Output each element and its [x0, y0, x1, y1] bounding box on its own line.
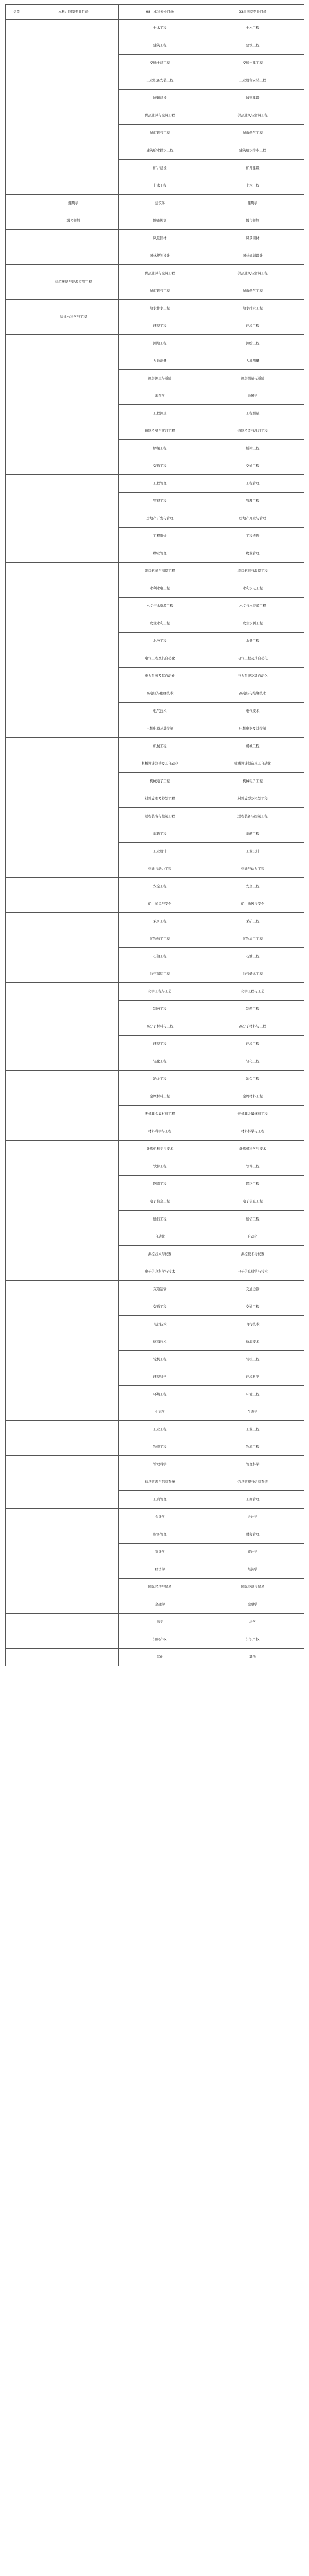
std-1998-cell: 材料科学与工程: [119, 1123, 201, 1141]
std-1998-cell: 机械设计制造及其自动化: [119, 755, 201, 773]
std-1993-cell: 环境工程: [201, 317, 304, 335]
table-row: [6, 650, 304, 668]
std-1998-cell: 电子信息科学与技术: [119, 1263, 201, 1281]
category-cell: [6, 335, 28, 422]
qualification-table-sheet: [5, 4, 304, 1666]
std-1993-cell: 过程装备与控制工程: [201, 808, 304, 825]
std-1993-cell: 房地产开发与管理: [201, 510, 304, 528]
std-1993-cell: 给水排水工程: [201, 300, 304, 317]
std-1998-cell: 地图学: [119, 387, 201, 405]
std-1993-cell: 大地测量: [201, 352, 304, 370]
std-1993-cell: 管理工程: [201, 493, 304, 510]
std-1998-cell: 车辆工程: [119, 825, 201, 843]
std-1998-cell: 土木工程: [119, 177, 201, 195]
std-1993-cell: 工业工程: [201, 1421, 304, 1438]
std-1998-cell: 建筑工程: [119, 37, 201, 55]
std-1998-cell: 工程管理: [119, 475, 201, 493]
std-1993-cell: 道路桥梁与渡河工程: [201, 422, 304, 440]
std-2012-cell: [28, 1614, 119, 1649]
table-row: [6, 265, 304, 282]
table-row: [6, 563, 304, 580]
std-1998-cell: 机械工程: [119, 738, 201, 755]
table-row: [6, 1368, 304, 1386]
table-row: [6, 1561, 304, 1579]
std-1993-cell: 交通运输: [201, 1281, 304, 1298]
std-1998-cell: 交通运输: [119, 1281, 201, 1298]
std-1993-cell: 机械电子工程: [201, 773, 304, 790]
std-2012-cell: [28, 1071, 119, 1141]
std-1993-cell: 摄影测量与遥感: [201, 370, 304, 387]
std-1998-cell: 电气工程及其自动化: [119, 650, 201, 668]
std-1993-cell: 高电压与绝缘技术: [201, 685, 304, 703]
std-2012-cell: [28, 913, 119, 983]
std-1998-cell: 过程装备与控制工程: [119, 808, 201, 825]
std-1998-cell: 自动化: [119, 1228, 201, 1246]
std-1993-cell: 电子信息科学与技术: [201, 1263, 304, 1281]
std-1998-cell: 供热通风与空调工程: [119, 265, 201, 282]
std-1998-cell: 工商管理: [119, 1491, 201, 1509]
std-1998-cell: 工业设计: [119, 843, 201, 860]
std-1998-cell: 交通土建工程: [119, 55, 201, 72]
std-1993-cell: 交通土建工程: [201, 55, 304, 72]
std-1998-cell: 房地产开发与管理: [119, 510, 201, 528]
std-1993-cell: 机械设计制造及其自动化: [201, 755, 304, 773]
std-1993-cell: 供热通风与空调工程: [201, 107, 304, 125]
table-row: [6, 1509, 304, 1526]
std-1998-cell: 给水排水工程: [119, 300, 201, 317]
std-1998-cell: 测绘工程: [119, 335, 201, 352]
table-row: [6, 878, 304, 895]
table-row: [6, 983, 304, 1001]
std-1998-cell: 环境工程: [119, 317, 201, 335]
table-row: [6, 1649, 304, 1666]
std-2012-cell: [28, 422, 119, 475]
std-1993-cell: 信息管理与信息系统: [201, 1473, 304, 1491]
table-row: [6, 1071, 304, 1088]
std-1993-cell: 供热通风与空调工程: [201, 265, 304, 282]
category-cell: [6, 510, 28, 563]
category-cell: [6, 230, 28, 265]
std-1993-cell: 建筑学: [201, 195, 304, 212]
std-2012-cell: 建筑环境与能源应用工程: [28, 265, 119, 300]
std-1998-cell: 航海技术: [119, 1333, 201, 1351]
std-1998-cell: 城市规划: [119, 212, 201, 230]
std-1998-cell: 物流工程: [119, 1438, 201, 1456]
std-1993-cell: 城市燃气工程: [201, 282, 304, 300]
std-1998-cell: 金属材料工程: [119, 1088, 201, 1106]
std-1998-cell: 城市燃气工程: [119, 282, 201, 300]
std-1993-cell: 土木工程: [201, 20, 304, 37]
category-cell: [6, 265, 28, 300]
std-2012-cell: [28, 738, 119, 878]
std-1993-cell: 油气储运工程: [201, 965, 304, 983]
std-1998-cell: 其他: [119, 1649, 201, 1666]
std-1993-cell: 水务工程: [201, 633, 304, 650]
std-1993-cell: 电气技术: [201, 703, 304, 720]
std-1993-cell: 机械工程: [201, 738, 304, 755]
table-row: [6, 510, 304, 528]
table-row: [6, 913, 304, 930]
category-cell: [6, 1228, 28, 1281]
category-cell: [6, 422, 28, 475]
std-1998-cell: 国际经济与贸易: [119, 1579, 201, 1596]
header-category: 类别: [6, 5, 28, 20]
header-std-1998: 98：本科专业目录: [119, 5, 201, 20]
std-1998-cell: 热能与动力工程: [119, 860, 201, 878]
std-1993-cell: 化学工程与工艺: [201, 983, 304, 1001]
table-row: [6, 212, 304, 230]
std-1993-cell: 环境工程: [201, 1036, 304, 1053]
table-row: [6, 230, 304, 247]
std-2012-cell: [28, 1368, 119, 1421]
std-1993-cell: 测绘工程: [201, 335, 304, 352]
std-1993-cell: 热能与动力工程: [201, 860, 304, 878]
std-1993-cell: 通信工程: [201, 1211, 304, 1228]
std-1998-cell: 环境工程: [119, 1036, 201, 1053]
category-cell: [6, 1561, 28, 1614]
std-1998-cell: 轮机工程: [119, 1351, 201, 1368]
std-2012-cell: [28, 878, 119, 913]
std-1993-cell: 知识产权: [201, 1631, 304, 1649]
std-1998-cell: 大地测量: [119, 352, 201, 370]
std-1998-cell: 建筑学: [119, 195, 201, 212]
std-2012-cell: [28, 1228, 119, 1281]
std-1998-cell: 工业设备安装工程: [119, 72, 201, 90]
std-2012-cell: [28, 510, 119, 563]
std-1993-cell: 水文与水资源工程: [201, 598, 304, 615]
std-1993-cell: 材料科学与工程: [201, 1123, 304, 1141]
table-row: [6, 300, 304, 317]
std-2012-cell: [28, 1421, 119, 1456]
category-cell: [6, 1509, 28, 1561]
std-1993-cell: 工程测量: [201, 405, 304, 422]
std-1998-cell: 建筑给水排水工程: [119, 142, 201, 160]
std-1998-cell: 化学工程与工艺: [119, 983, 201, 1001]
std-1998-cell: 电机电器及其控制: [119, 720, 201, 738]
std-1998-cell: 摄影测量与遥感: [119, 370, 201, 387]
std-2012-cell: 建筑学: [28, 195, 119, 212]
std-1993-cell: 车辆工程: [201, 825, 304, 843]
std-1998-cell: 桥梁工程: [119, 440, 201, 457]
std-1998-cell: 生态学: [119, 1403, 201, 1421]
std-2012-cell: [28, 20, 119, 195]
std-1998-cell: 水文与水资源工程: [119, 598, 201, 615]
std-1998-cell: 高电压与绝缘技术: [119, 685, 201, 703]
std-1993-cell: 农业水利工程: [201, 615, 304, 633]
std-1993-cell: 其他: [201, 1649, 304, 1666]
std-1993-cell: 软件工程: [201, 1158, 304, 1176]
std-1993-cell: 土木工程: [201, 177, 304, 195]
table-row: [6, 1141, 304, 1158]
table-row: [6, 1228, 304, 1246]
std-1998-cell: 供热通风与空调工程: [119, 107, 201, 125]
std-1993-cell: 安全工程: [201, 878, 304, 895]
std-1993-cell: 交通工程: [201, 457, 304, 475]
std-1993-cell: 建筑工程: [201, 37, 304, 55]
std-1993-cell: 管理科学: [201, 1456, 304, 1473]
std-1998-cell: 网络工程: [119, 1176, 201, 1193]
header-std-1993: 93年国家专业目录: [201, 5, 304, 20]
std-1993-cell: 无机非金属材料工程: [201, 1106, 304, 1123]
std-1998-cell: 管理科学: [119, 1456, 201, 1473]
category-cell: [6, 212, 28, 230]
std-1993-cell: 城市燃气工程: [201, 125, 304, 142]
std-1998-cell: 法学: [119, 1614, 201, 1631]
std-1993-cell: 石油工程: [201, 948, 304, 965]
std-1998-cell: 土木工程: [119, 20, 201, 37]
std-1993-cell: 物流工程: [201, 1438, 304, 1456]
std-1998-cell: 环境工程: [119, 1386, 201, 1403]
std-1998-cell: 矿物加工工程: [119, 930, 201, 948]
std-1998-cell: 金融学: [119, 1596, 201, 1614]
std-1993-cell: 水利水电工程: [201, 580, 304, 598]
std-1998-cell: 风景园林: [119, 230, 201, 247]
std-1993-cell: 金融学: [201, 1596, 304, 1614]
std-1993-cell: 航海技术: [201, 1333, 304, 1351]
std-2012-cell: [28, 650, 119, 738]
std-2012-cell: [28, 335, 119, 422]
std-1993-cell: 金属材料工程: [201, 1088, 304, 1106]
std-1998-cell: 园林规划设计: [119, 247, 201, 265]
table-row: [6, 1281, 304, 1298]
std-1993-cell: 审计学: [201, 1544, 304, 1561]
std-1998-cell: 电气技术: [119, 703, 201, 720]
category-cell: [6, 1368, 28, 1421]
std-1993-cell: 采矿工程: [201, 913, 304, 930]
std-1998-cell: 材料成型及控制工程: [119, 790, 201, 808]
std-1993-cell: 工商管理: [201, 1491, 304, 1509]
std-2012-cell: [28, 1649, 119, 1666]
std-1998-cell: 工程造价: [119, 528, 201, 545]
std-1998-cell: 知识产权: [119, 1631, 201, 1649]
std-1993-cell: 地图学: [201, 387, 304, 405]
std-2012-cell: [28, 475, 119, 510]
table-row: [6, 20, 304, 37]
std-1993-cell: 冶金工程: [201, 1071, 304, 1088]
table-header-row: [6, 5, 304, 20]
std-1998-cell: 无机非金属材料工程: [119, 1106, 201, 1123]
std-1993-cell: 法学: [201, 1614, 304, 1631]
category-cell: [6, 300, 28, 335]
std-1998-cell: 测控技术与仪器: [119, 1246, 201, 1263]
category-cell: [6, 20, 28, 195]
std-1998-cell: 财务管理: [119, 1526, 201, 1544]
std-1998-cell: 矿山通风与安全: [119, 895, 201, 913]
std-2012-cell: [28, 1561, 119, 1614]
std-1998-cell: 水务工程: [119, 633, 201, 650]
std-1998-cell: 电力系统及其自动化: [119, 668, 201, 685]
std-1998-cell: 城镇建设: [119, 90, 201, 107]
category-cell: [6, 1649, 28, 1666]
std-1993-cell: 电子信息工程: [201, 1193, 304, 1211]
category-cell: [6, 650, 28, 738]
std-1998-cell: 会计学: [119, 1509, 201, 1526]
std-1993-cell: 电力系统及其自动化: [201, 668, 304, 685]
std-1998-cell: 电子信息工程: [119, 1193, 201, 1211]
std-1998-cell: 轻化工程: [119, 1053, 201, 1071]
std-1993-cell: 工业设计: [201, 843, 304, 860]
std-1998-cell: 安全工程: [119, 878, 201, 895]
std-1993-cell: 城镇建设: [201, 90, 304, 107]
std-1998-cell: 工业工程: [119, 1421, 201, 1438]
category-cell: [6, 1421, 28, 1456]
std-1998-cell: 机械电子工程: [119, 773, 201, 790]
std-1993-cell: 材料成型及控制工程: [201, 790, 304, 808]
table-row: [6, 1614, 304, 1631]
category-cell: [6, 1456, 28, 1509]
std-1993-cell: 轻化工程: [201, 1053, 304, 1071]
std-1998-cell: 高分子材料与工程: [119, 1018, 201, 1036]
std-1993-cell: 电气工程及其自动化: [201, 650, 304, 668]
std-1993-cell: 会计学: [201, 1509, 304, 1526]
std-1998-cell: 环境科学: [119, 1368, 201, 1386]
std-1998-cell: 计算机科学与技术: [119, 1141, 201, 1158]
header-std-2012: 本科：国家专业目录: [28, 5, 119, 20]
std-1993-cell: 工程造价: [201, 528, 304, 545]
std-1993-cell: 工业设备安装工程: [201, 72, 304, 90]
std-1998-cell: 管理工程: [119, 493, 201, 510]
std-1998-cell: 道路桥梁与渡河工程: [119, 422, 201, 440]
std-1998-cell: 油气储运工程: [119, 965, 201, 983]
std-1998-cell: 软件工程: [119, 1158, 201, 1176]
std-1998-cell: 矿井建设: [119, 160, 201, 177]
std-1993-cell: 测控技术与仪器: [201, 1246, 304, 1263]
std-1998-cell: 经济学: [119, 1561, 201, 1579]
category-cell: [6, 913, 28, 983]
std-1998-cell: 审计学: [119, 1544, 201, 1561]
std-1998-cell: 冶金工程: [119, 1071, 201, 1088]
std-1993-cell: 电机电器及其控制: [201, 720, 304, 738]
std-1993-cell: 桥梁工程: [201, 440, 304, 457]
category-cell: [6, 563, 28, 650]
std-1998-cell: 通信工程: [119, 1211, 201, 1228]
std-1998-cell: 交通工程: [119, 457, 201, 475]
std-2012-cell: [28, 983, 119, 1071]
table-row: [6, 335, 304, 352]
table-row: [6, 195, 304, 212]
std-1993-cell: 飞行技术: [201, 1316, 304, 1333]
std-1993-cell: 建筑给水排水工程: [201, 142, 304, 160]
std-1993-cell: 经济学: [201, 1561, 304, 1579]
std-1993-cell: 园林规划设计: [201, 247, 304, 265]
std-1993-cell: 物业管理: [201, 545, 304, 563]
category-cell: [6, 195, 28, 212]
std-2012-cell: 给排水科学与工程: [28, 300, 119, 335]
category-cell: [6, 475, 28, 510]
std-1993-cell: 计算机科学与技术: [201, 1141, 304, 1158]
std-2012-cell: [28, 1509, 119, 1561]
std-1993-cell: 矿物加工工程: [201, 930, 304, 948]
major-catalogue-table: [5, 4, 304, 1666]
std-1998-cell: 采矿工程: [119, 913, 201, 930]
table-row: [6, 422, 304, 440]
std-1993-cell: 国际经济与贸易: [201, 1579, 304, 1596]
category-cell: [6, 1281, 28, 1368]
std-1993-cell: 轮机工程: [201, 1351, 304, 1368]
std-2012-cell: [28, 1281, 119, 1368]
std-1993-cell: 自动化: [201, 1228, 304, 1246]
std-2012-cell: [28, 1141, 119, 1228]
table-row: [6, 738, 304, 755]
std-1998-cell: 物业管理: [119, 545, 201, 563]
category-cell: [6, 1071, 28, 1141]
std-1993-cell: 矿山通风与安全: [201, 895, 304, 913]
std-2012-cell: [28, 230, 119, 265]
std-1993-cell: 城市规划: [201, 212, 304, 230]
std-1993-cell: 财务管理: [201, 1526, 304, 1544]
std-1993-cell: 风景园林: [201, 230, 304, 247]
std-1993-cell: 网络工程: [201, 1176, 304, 1193]
std-1998-cell: 石油工程: [119, 948, 201, 965]
std-1998-cell: 信息管理与信息系统: [119, 1473, 201, 1491]
std-1998-cell: 制药工程: [119, 1001, 201, 1018]
std-1993-cell: 制药工程: [201, 1001, 304, 1018]
std-1998-cell: 飞行技术: [119, 1316, 201, 1333]
std-2012-cell: 城乡规划: [28, 212, 119, 230]
table-row: [6, 475, 304, 493]
std-1998-cell: 工程测量: [119, 405, 201, 422]
category-cell: [6, 983, 28, 1071]
std-1993-cell: 生态学: [201, 1403, 304, 1421]
std-2012-cell: [28, 1456, 119, 1509]
category-cell: [6, 1614, 28, 1649]
std-2012-cell: [28, 563, 119, 650]
std-1993-cell: 港口航道与海岸工程: [201, 563, 304, 580]
std-1993-cell: 高分子材料与工程: [201, 1018, 304, 1036]
std-1993-cell: 交通工程: [201, 1298, 304, 1316]
std-1993-cell: 环境工程: [201, 1386, 304, 1403]
std-1993-cell: 工程管理: [201, 475, 304, 493]
std-1993-cell: 环境科学: [201, 1368, 304, 1386]
std-1998-cell: 港口航道与海岸工程: [119, 563, 201, 580]
table-row: [6, 1421, 304, 1438]
std-1998-cell: 城市燃气工程: [119, 125, 201, 142]
category-cell: [6, 878, 28, 913]
category-cell: [6, 738, 28, 878]
std-1998-cell: 水利水电工程: [119, 580, 201, 598]
table-row: [6, 1456, 304, 1473]
std-1998-cell: 农业水利工程: [119, 615, 201, 633]
category-cell: [6, 1141, 28, 1228]
std-1998-cell: 交通工程: [119, 1298, 201, 1316]
std-1993-cell: 矿井建设: [201, 160, 304, 177]
